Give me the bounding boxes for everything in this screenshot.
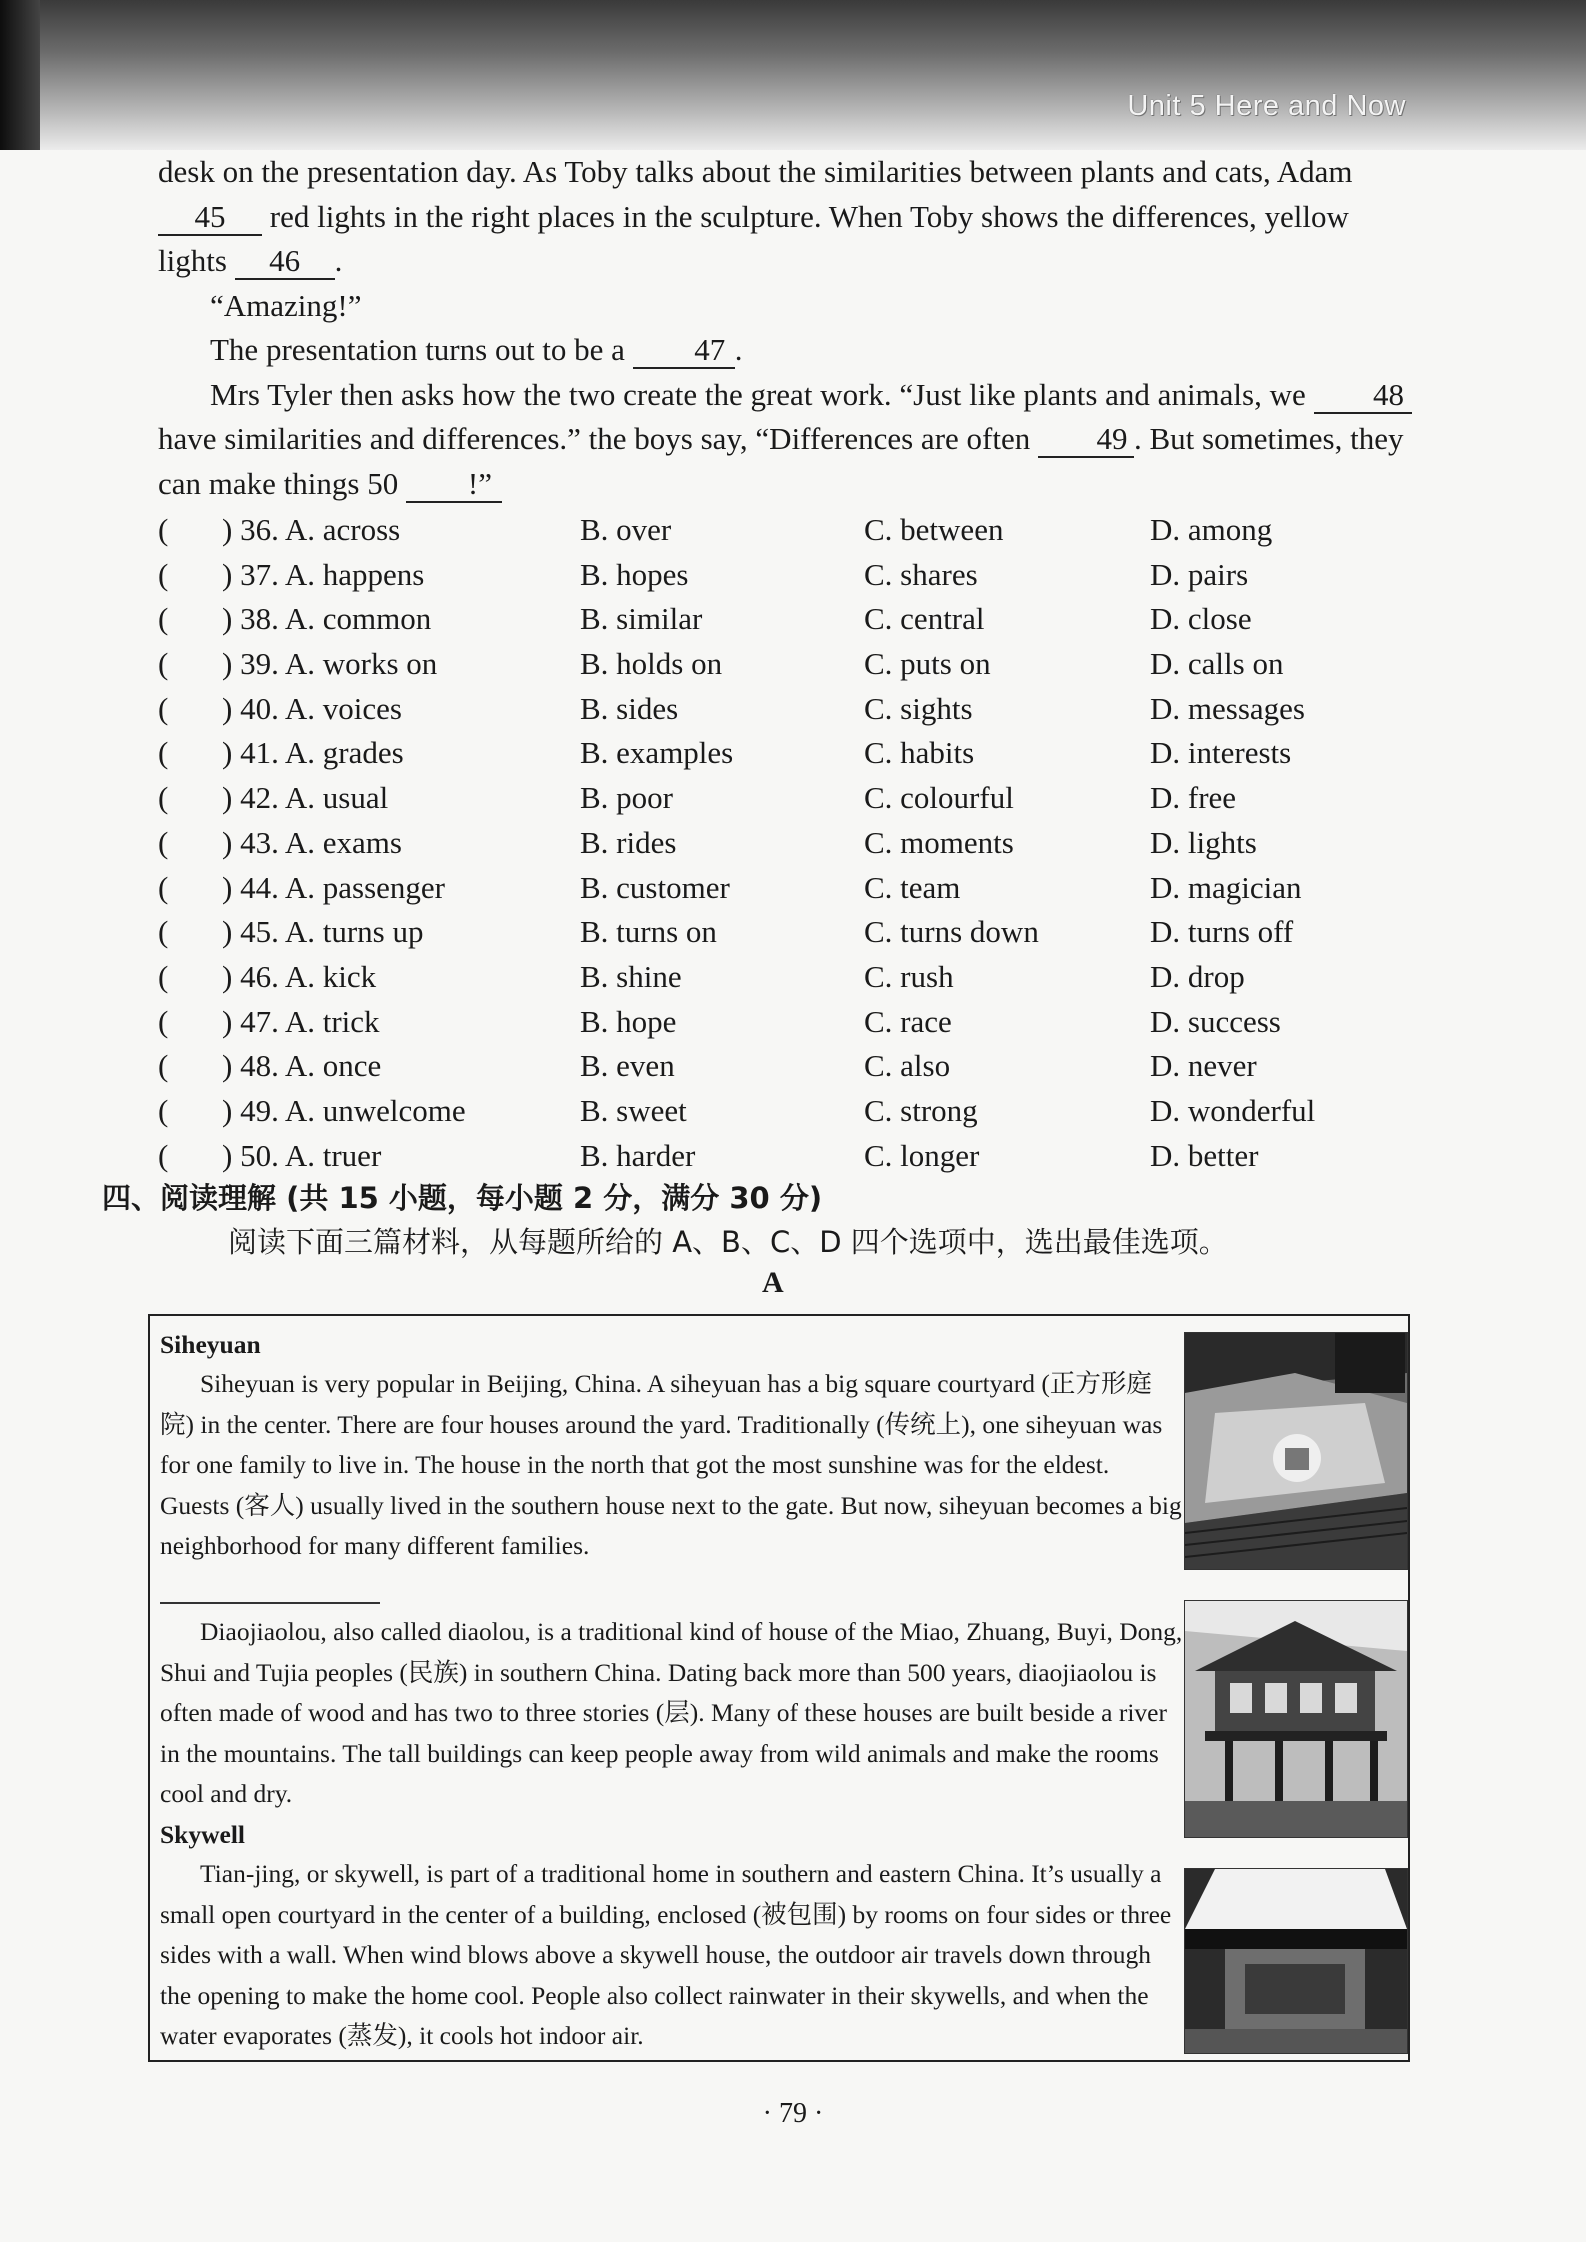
answer-paren: ( — [158, 1048, 169, 1084]
option-b: B. shine — [580, 958, 682, 994]
page-number: · 79 · — [762, 2098, 824, 2129]
answer-paren: ( — [158, 646, 169, 682]
option-b: B. customer — [580, 869, 730, 905]
option-b: B. sides — [580, 690, 679, 726]
siheyuan-heading: Siheyuan — [160, 1330, 261, 1359]
option-row — [158, 508, 1413, 553]
option-c: C. turns down — [864, 914, 1039, 950]
option-a: ) 48. A. once — [222, 1048, 382, 1084]
answer-options — [158, 508, 1413, 1178]
option-row — [158, 642, 1413, 687]
siheyuan-paragraph: Siheyuan is very popular in Beijing, China. A siheyuan has a big square courtyard (正方形庭院) in the center. There are four houses around the yard. Traditionally (传统上), one siheyuan was for one family to live in. The house in the north that got the most sunshine was for the eldest. Guests (客人) usually lived in the southern house next to the gate. But now, siheyuan becomes a big neighborhood for many different families. — [160, 1369, 1182, 1560]
option-row — [158, 731, 1413, 776]
blank-48: 48 — [1314, 378, 1412, 414]
cloze-text: . — [334, 243, 343, 278]
option-a: ) 44. A. passenger — [222, 869, 445, 905]
option-a: ) 40. A. voices — [222, 690, 402, 726]
answer-paren: ( — [158, 690, 169, 726]
option-d: D. close — [1150, 601, 1252, 637]
skywell-photo — [1184, 1868, 1408, 2054]
option-a: ) 42. A. usual — [222, 780, 389, 816]
option-c: C. strong — [864, 1092, 978, 1128]
blank-46: 46 — [235, 244, 335, 280]
cloze-text: The presentation turns out to be a — [210, 332, 625, 367]
diaojiaolou-photo — [1184, 1600, 1408, 1838]
option-c: C. race — [864, 1003, 952, 1039]
option-b: B. rides — [580, 824, 677, 860]
option-d: D. turns off — [1150, 914, 1294, 950]
option-c: C. sights — [864, 690, 973, 726]
answer-paren: ( — [158, 556, 169, 592]
blank-45: 45 — [158, 200, 262, 236]
option-c: C. colourful — [864, 780, 1014, 816]
option-c: C. moments — [864, 824, 1014, 860]
option-row — [158, 821, 1413, 866]
passage-label: A — [762, 1266, 784, 1299]
cloze-paragraph-1 — [158, 150, 1413, 284]
option-d: D. wonderful — [1150, 1092, 1316, 1128]
cloze-text: desk on the presentation day. As Toby talks about the similarities between plants and cats, Adam — [158, 154, 1353, 189]
section-instruction: 阅读下面三篇材料，从每题所给的 A、B、C、D 四个选项中，选出最佳选项。 — [228, 1225, 1228, 1259]
section-title: 四、阅读理解 (共 15 小题，每小题 2 分，满分 30 分) — [102, 1181, 823, 1215]
option-b: B. holds on — [580, 646, 723, 682]
cloze-text: Mrs Tyler then asks how the two create the great work. “Just like plants and animals, we — [210, 376, 1306, 412]
option-b: B. hopes — [580, 556, 689, 592]
option-a: ) 41. A. grades — [222, 735, 404, 771]
option-row — [158, 866, 1413, 911]
option-a: ) 39. A. works on — [222, 646, 438, 682]
cloze-text: . But sometimes, they can make things — [158, 421, 1404, 501]
diaojiaolou-paragraph: Diaojiaolou, also called diaolou, is a traditional kind of house of the Miao, Zhuang, Buyi, Dong, Shui and Tujia peoples (民族) in southern China. Dating back more than 500 years, diaojiaolou is often made of wood and has two to three stories (层). Many of these houses are built beside a river in the mountains. The tall buildings can keep people away from wild animals and make the rooms cool and dry. — [160, 1617, 1183, 1808]
option-d: D. messages — [1150, 690, 1305, 726]
answer-paren: ( — [158, 914, 169, 950]
option-d: D. lights — [1150, 824, 1257, 860]
answer-paren: ( — [158, 869, 169, 905]
cloze-paragraph-2: “Amazing!” — [210, 287, 362, 323]
option-d: D. success — [1150, 1003, 1281, 1039]
answer-paren: ( — [158, 780, 169, 816]
answer-paren: ( — [158, 1003, 169, 1039]
answer-paren: ( — [158, 824, 169, 860]
option-row — [158, 1134, 1413, 1179]
answer-paren: ( — [158, 958, 169, 994]
option-row — [158, 597, 1413, 642]
option-d: D. drop — [1150, 958, 1245, 994]
option-c: C. between — [864, 512, 1004, 547]
page-header-band — [0, 0, 1586, 150]
option-d: D. among — [1150, 512, 1273, 547]
skywell-paragraph: Tian-jing, or skywell, is part of a traditional home in southern and eastern China. It’s usually a small open courtyard in the center of a building, enclosed (被包围) by rooms on four sides or three sides with a wall. When wind blows above a skywell house, the outdoor air travels down through the opening to make the home cool. People also collect rainwater in their skywells, and when the water evaporates (蒸发), it cools hot indoor air. — [160, 1859, 1172, 2050]
skywell-block — [160, 1816, 1185, 2057]
option-a: ) 37. A. happens — [222, 556, 425, 592]
option-row — [158, 1000, 1413, 1045]
cloze-paragraph-3 — [158, 328, 1413, 373]
blank-47: 47 — [633, 333, 735, 369]
missing-heading-line — [160, 1602, 380, 1604]
skywell-heading: Skywell — [160, 1820, 246, 1849]
option-c: C. central — [864, 601, 985, 637]
answer-paren: ( — [158, 512, 169, 547]
option-a: ) 47. A. trick — [222, 1003, 380, 1039]
diaojiaolou-block — [160, 1612, 1185, 1815]
option-a: ) 43. A. exams — [222, 824, 402, 860]
option-b: B. turns on — [580, 914, 717, 950]
option-row — [158, 553, 1413, 598]
answer-paren: ( — [158, 601, 169, 637]
answer-paren: ( — [158, 1137, 169, 1173]
option-d: D. better — [1150, 1137, 1259, 1173]
option-d: D. never — [1150, 1048, 1257, 1084]
option-a: ) 45. A. turns up — [222, 914, 424, 950]
option-b: B. harder — [580, 1137, 696, 1173]
answer-paren: ( — [158, 735, 169, 771]
option-b: B. similar — [580, 601, 703, 637]
option-a: ) 50. A. truer — [222, 1137, 382, 1173]
answer-paren: ( — [158, 1092, 169, 1128]
cloze-passage — [158, 150, 1413, 1178]
reading-passage-box — [148, 1314, 1410, 2062]
unit-title: Unit 5 Here and Now — [1127, 90, 1406, 122]
option-a: ) 46. A. kick — [222, 958, 377, 994]
blank-50: !” — [406, 467, 502, 503]
option-c: C. puts on — [864, 646, 991, 682]
option-c: C. habits — [864, 735, 975, 771]
option-b: B. poor — [580, 780, 673, 816]
cloze-text: have similarities and differences.” the boys say, “Differences are often — [158, 421, 1031, 456]
option-d: D. free — [1150, 780, 1237, 816]
option-a: ) 36. A. across — [222, 512, 401, 547]
option-b: B. even — [580, 1048, 675, 1084]
siheyuan-block — [160, 1326, 1185, 1567]
option-c: C. also — [864, 1048, 951, 1084]
option-row — [158, 1044, 1413, 1089]
siheyuan-photo — [1184, 1332, 1408, 1570]
option-row — [158, 955, 1413, 1000]
cloze-paragraph-4 — [158, 373, 1413, 507]
option-c: C. team — [864, 869, 961, 905]
option-row — [158, 1089, 1413, 1134]
option-row — [158, 687, 1413, 732]
option-b: B. hope — [580, 1003, 677, 1039]
cloze-text: red lights in the right places in the sculpture. When Toby shows the differences, yellow — [269, 198, 1349, 234]
option-a: ) 49. A. unwelcome — [222, 1092, 466, 1128]
cloze-text: 50 — [367, 465, 399, 501]
option-b: B. examples — [580, 735, 734, 771]
option-a: ) 38. A. common — [222, 601, 432, 637]
option-c: C. longer — [864, 1137, 980, 1173]
option-d: D. magician — [1150, 869, 1302, 905]
option-b: B. over — [580, 512, 672, 547]
option-c: C. shares — [864, 556, 978, 592]
option-d: D. pairs — [1150, 556, 1249, 592]
option-row — [158, 910, 1413, 955]
option-d: D. interests — [1150, 735, 1292, 771]
option-d: D. calls on — [1150, 646, 1284, 682]
option-row — [158, 776, 1413, 821]
option-b: B. sweet — [580, 1092, 687, 1128]
blank-49: 49 — [1038, 422, 1134, 458]
cloze-text: . — [734, 332, 743, 367]
option-c: C. rush — [864, 958, 954, 994]
cloze-text: lights — [158, 243, 227, 278]
